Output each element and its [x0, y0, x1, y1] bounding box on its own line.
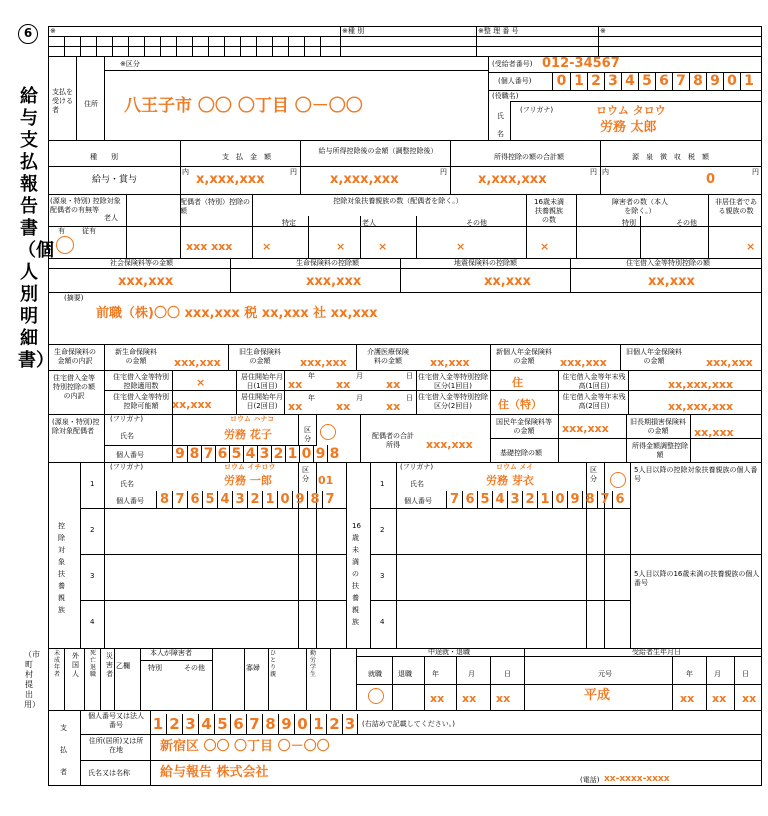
dep-row-4-no: 4 [90, 618, 95, 626]
jukyu-label: (受給者番号) [492, 60, 533, 68]
pay-value: x,xxx,xxx [196, 172, 265, 187]
after-value: x,xxx,xxx [330, 172, 399, 187]
d1-furigana: ロウム イチロウ [224, 463, 276, 471]
recipient-mynumber: 0 1 2 3 4 5 6 7 8 9 0 1 [552, 72, 757, 90]
h-nonres: 非居住者である親族の数 [715, 198, 757, 215]
h-widow: 寡婦 [246, 664, 260, 672]
juu-label: 従有 [82, 227, 96, 235]
d1-furigana-label: (フリガナ) [110, 463, 144, 471]
new-life-label: 新生命保険料の金額 [115, 348, 157, 365]
pay-yen: 円 [290, 168, 297, 176]
h-taishoku: 退職 [398, 670, 412, 678]
old-life-value: xxx,xxx [300, 356, 347, 369]
d1-name: 労務 一郎 [224, 474, 272, 487]
old-pension-label: 旧個人年金保険料の金額 [626, 348, 682, 365]
bal1-value: xx,xxx,xxx [668, 378, 734, 391]
h-spouse: (源泉・特別) 控除対象配偶者の有無等 [50, 197, 121, 214]
remarks-text: 前職（株)〇〇 xxx,xxx 税 xx,xxx 社 xx,xxx [96, 306, 378, 321]
tax-uchi: 内 [602, 168, 609, 176]
h-disaster: 災害者 [106, 652, 113, 678]
address-label: 住所 [84, 100, 98, 108]
yakushoku-label: (役職名) [492, 92, 519, 100]
u1-furigana: ロウム メイ [496, 463, 534, 471]
u1-kubun-label: 区分 [590, 466, 597, 483]
life-value: xxx,xxx [306, 274, 362, 289]
header-grid [48, 36, 336, 56]
kubun2-label: 住宅借入金等特別控除区分(2回目) [418, 393, 488, 410]
d1-mynumber-label: 個人番号 [116, 497, 144, 505]
h-tsuki-b: 月 [714, 670, 721, 678]
header-mark-1: ※ [50, 27, 56, 35]
care-label: 介護医療保険料の金額 [367, 348, 409, 365]
spouse-kubun-circle [320, 424, 336, 440]
u16-row-2-no: 2 [380, 526, 385, 534]
h-self-dis: 本人が障害者 [150, 649, 192, 657]
start2-yy: xx [288, 400, 303, 413]
birth-gengo: 平成 [584, 688, 611, 703]
bal2-label: 住宅借入金等年末残高(2回目) [562, 393, 626, 410]
h-hi-b: 日 [742, 670, 749, 678]
spouse-furigana: ロウム ハナコ [230, 415, 275, 423]
h-death: 死亡退職 [90, 650, 97, 678]
payer-no-label: 個人番号又は法人番号 [88, 712, 144, 729]
h-elderly: 老人 [104, 214, 118, 222]
name-label-shi: 氏 [497, 112, 504, 120]
birth-mm: xx [712, 692, 727, 705]
life-detail-label: 生命保険料の金額の内訳 [54, 348, 96, 365]
h-foreign: 外国人 [72, 652, 79, 678]
h-pay: 支 払 金 額 [222, 153, 271, 161]
name-label-mei: 名 [497, 130, 504, 138]
possible-label: 住宅借入金等特別控除可能額 [113, 393, 169, 410]
start2-mm: xx [336, 400, 351, 413]
kyuchoki-label: 旧長期損害保険料の金額 [630, 418, 686, 435]
new-pension-value: xxx,xxx [560, 356, 607, 369]
spouse-mynumber-label: 個人番号 [116, 451, 144, 459]
payer-label-3: 者 [60, 768, 67, 776]
spouse-name-label: 氏名 [120, 432, 134, 440]
h-tsuki: 月 [468, 670, 475, 678]
kind-value: 給与・賞与 [92, 175, 138, 185]
tax-value: 0 [706, 172, 716, 187]
form-number-circle: 6 [18, 24, 38, 44]
start2-hi: 日 [406, 394, 413, 402]
u16-row-1-no: 1 [380, 480, 385, 488]
spouse-ari-circle [56, 236, 74, 254]
kubun-label: ※区分 [120, 60, 140, 68]
payer-tel-label: (電話) [580, 776, 600, 784]
start2-nen: 年 [308, 394, 315, 402]
mid-mm: xx [462, 692, 477, 705]
spouse-label: (源泉・特別)控除対象配偶者 [52, 418, 100, 435]
h-after: 給与所得控除後の金額（調整控除後） [318, 147, 438, 155]
housing-value: xx,xxx [648, 274, 695, 289]
kubun2-value: 住（特） [498, 398, 542, 411]
h-quake: 地震保険料の控除額 [454, 259, 517, 267]
h-kind: 種 別 [90, 153, 118, 161]
start2-tsuki: 月 [356, 394, 363, 402]
bal1-label: 住宅借入金等年末残高(1回目) [562, 373, 626, 390]
spouse-income-label: 配偶者の合計所得 [372, 432, 414, 449]
kokumin-value: xxx,xxx [562, 422, 609, 435]
d1-kubun-label: 区分 [302, 466, 309, 483]
tokutei-x: × [262, 240, 272, 253]
old-pension-value: xxx,xxx [706, 356, 753, 369]
after-yen: 円 [440, 168, 447, 176]
payer-label-2: 払 [60, 746, 67, 754]
payer-name: 給与報告 株式会社 [160, 765, 269, 780]
h-housing: 住宅借入金等特別控除の額 [626, 259, 710, 267]
spouse-kubun-label: 区分 [304, 426, 311, 443]
d1-mynumber: 8 7 6 5 4 3 2 1 0 9 8 7 [156, 491, 337, 508]
h-social: 社会保険料等の金額 [110, 259, 173, 267]
housing-count: × [196, 376, 206, 389]
kubun1-value: 住 [512, 376, 523, 389]
start1-yy: xx [288, 378, 303, 391]
dep-row-1-no: 1 [90, 480, 95, 488]
header-mark-2: ※種 別 [342, 27, 365, 35]
spouse-furigana-label: (フリガナ) [110, 415, 144, 423]
h-birth: 受給者生年月日 [632, 648, 681, 656]
kiso-label: 基礎控除の額 [500, 449, 542, 457]
payer-addr: 新宿区 〇〇 〇丁目 〇－〇〇 [160, 739, 330, 754]
u1-name: 労務 芽衣 [486, 474, 534, 487]
h-tokutei: 特定 [282, 219, 296, 227]
dep-row-2-no: 2 [90, 526, 95, 534]
birth-dd: xx [742, 692, 757, 705]
ari-label: 有 [58, 227, 65, 235]
h-deduct: 所得控除の額の合計額 [494, 153, 564, 161]
start1-nen: 年 [308, 372, 315, 380]
u1-mynumber: 7 6 5 4 3 2 1 0 9 8 7 6 [446, 491, 627, 508]
h-shushoku: 就職 [368, 670, 382, 678]
u1-kubun-circle [610, 472, 626, 488]
start1-mm: xx [336, 378, 351, 391]
d1-name-label: 氏名 [120, 480, 134, 488]
furigana-label: (フリガナ) [520, 106, 554, 114]
mynumber-label: (個人番号) [498, 77, 532, 85]
h-disabled: 障害者の数（本人を除く。） [612, 198, 668, 215]
bal2-value: xx,xxx,xxx [668, 400, 734, 413]
kyuchoki-value: xx,xxx [694, 426, 734, 439]
start1-tsuki: 月 [356, 372, 363, 380]
h-single: ひとり親 [270, 650, 277, 678]
h-otsu: 乙欄 [116, 662, 130, 670]
spouse-income: xxx,xxx [426, 438, 473, 451]
recipient-name: 労務 太郎 [600, 120, 657, 135]
care-value: xx,xxx [430, 356, 470, 369]
h-other2: その他 [676, 219, 697, 227]
recipient-furigana: ロウム タロウ [596, 104, 666, 117]
h-nen: 年 [432, 670, 439, 678]
u1-furigana-label: (フリガナ) [400, 463, 434, 471]
recipient-address: 八王子市 〇〇 〇丁目 〇－〇〇 [124, 96, 363, 116]
remarks-label: (摘要) [64, 294, 84, 302]
u1-mynumber-label: 個人番号 [404, 497, 432, 505]
h-spouse-amt: 配偶者（特別）控除の額 [180, 198, 250, 215]
side-note: （市町村提出用） [24, 650, 40, 709]
pay-uchi: 内 [182, 168, 189, 176]
shotoku-label: 所得金額調整控除額 [632, 442, 688, 459]
spouse-amt-value: xxx xxx [186, 240, 233, 253]
h-gengo: 元号 [598, 670, 612, 678]
h-rojin: 老人 [362, 219, 376, 227]
h-life: 生命保険料の控除額 [296, 259, 359, 267]
new-pension-label: 新個人年金保険料の金額 [496, 348, 552, 365]
h-midyear: 中途就・退職 [428, 648, 470, 656]
dependents-label: 控除対象扶養親族 [58, 522, 65, 614]
start1-label: 居住開始年月日(1回目) [241, 373, 283, 390]
kubun1-label: 住宅借入金等特別控除区分(1回目) [418, 373, 488, 390]
payer-number: 1 2 3 4 5 6 7 8 9 0 1 2 3 [150, 714, 358, 734]
old-life-label: 旧生命保険料の金額 [239, 348, 281, 365]
social-value: xxx,xxx [118, 274, 174, 289]
nonres-x: × [746, 240, 756, 253]
h-u16: 16歳未満扶養親族の数 [534, 198, 564, 224]
spouse-name: 労務 花子 [224, 428, 272, 441]
start2-dd: xx [386, 400, 401, 413]
new-life-value: xxx,xxx [174, 356, 221, 369]
payer-label-1: 支 [60, 724, 67, 732]
u16-x: × [540, 240, 550, 253]
h-other-dis: その他 [184, 664, 205, 672]
note5-u16-label: 5人目以降の16歳未満の扶養親族の個人番号 [634, 570, 760, 587]
rojin-x-2: × [378, 240, 388, 253]
d1-kubun: 01 [318, 474, 334, 487]
h-student: 勤労学生 [310, 650, 317, 678]
recipient-label: 支払を受ける者 [52, 88, 73, 114]
payer-addr-label: 住所(居所)又は所在地 [88, 737, 144, 754]
jukyu-no: 012-34567 [542, 56, 620, 71]
u16-row-3-no: 3 [380, 572, 385, 580]
deduct-value: x,xxx,xxx [478, 172, 547, 187]
quake-value: xx,xxx [484, 274, 531, 289]
payer-name-label: 氏名又は名称 [88, 769, 130, 777]
h-hi: 日 [504, 670, 511, 678]
mid-dd: xx [496, 692, 511, 705]
h-dependents: 控除対象扶養親族の数（配偶者を除く。） [333, 197, 463, 205]
h-special: 特別 [622, 219, 636, 227]
mid-yy: xx [430, 692, 445, 705]
shushoku-circle [368, 688, 384, 704]
tax-yen: 円 [752, 168, 759, 176]
dep-row-3-no: 3 [90, 572, 95, 580]
payer-no-note: (右詰めで記載してください。) [362, 720, 455, 728]
h-nen-b: 年 [686, 670, 693, 678]
header-mark-3: ※整 理 番 号 [478, 27, 519, 35]
kokumin-label: 国民年金保険料等の金額 [496, 418, 552, 435]
count-label: 住宅借入金等特別控除適用数 [113, 373, 169, 390]
housing-possible: xx,xxx [172, 398, 212, 411]
rojin-x-1: × [336, 240, 346, 253]
start1-hi: 日 [406, 372, 413, 380]
u1-name-label: 氏名 [410, 480, 424, 488]
payer-tel: xx-xxxx-xxxx [604, 774, 670, 784]
other-x: × [456, 240, 466, 253]
header-mark-4: ※ [600, 27, 606, 35]
start2-label: 居住開始年月日(2回目) [241, 393, 283, 410]
u16-label: 16歳未満の扶養親族 [352, 522, 361, 626]
start1-dd: xx [386, 378, 401, 391]
h-other: その他 [466, 219, 487, 227]
note5-label: 5人目以降の控除対象扶養親族の個人番号 [634, 466, 758, 483]
h-tax: 源 泉 徴 収 税 額 [632, 153, 709, 161]
h-minor: 未成年者 [54, 650, 61, 678]
birth-yy: xx [680, 692, 695, 705]
u16-row-4-no: 4 [380, 618, 385, 626]
housing-detail-label: 住宅借入金等特別控除の額の内訳 [53, 374, 95, 400]
h-special-dis: 特別 [148, 664, 162, 672]
form-title: 給与支払報告書（個人別明細書） [18, 86, 54, 371]
deduct-yen: 円 [590, 168, 597, 176]
spouse-mynumber: 9 8 7 6 5 4 3 2 1 0 9 8 [172, 445, 341, 463]
